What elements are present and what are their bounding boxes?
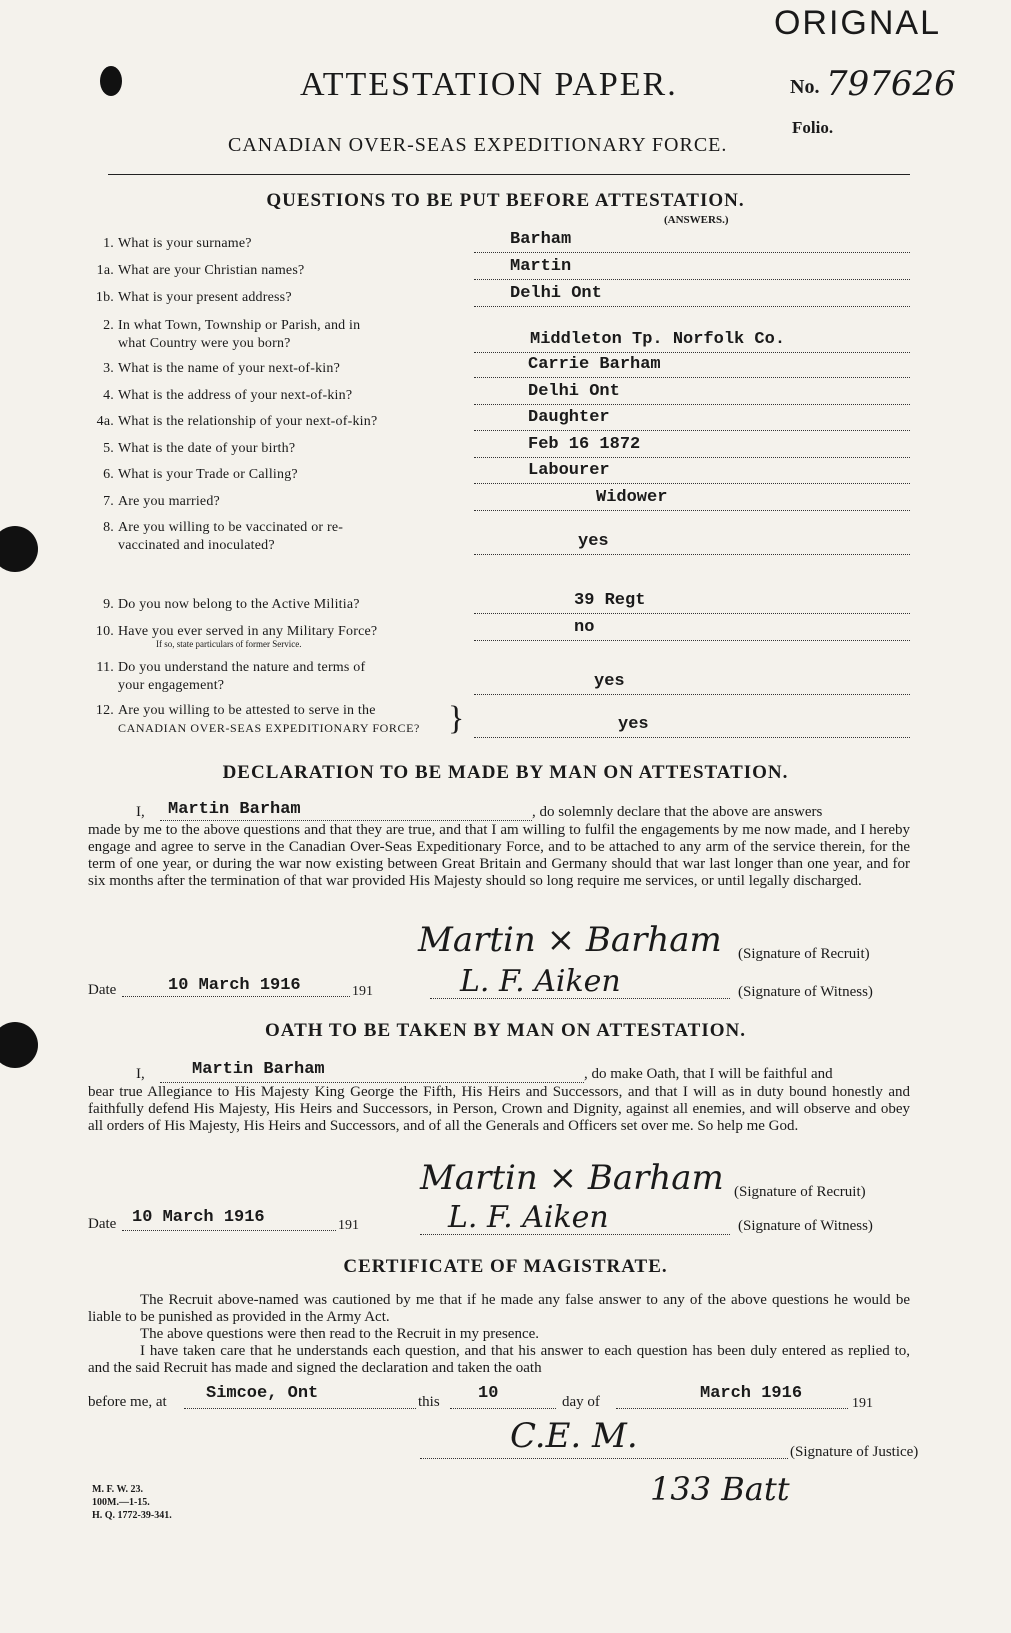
magistrate-year: 191 xyxy=(852,1396,873,1411)
oath-date-label: Date xyxy=(88,1216,117,1232)
question-number: 7. xyxy=(103,494,114,509)
question-number: 3. xyxy=(103,361,114,376)
question-note: If so, state particulars of former Service. xyxy=(156,639,302,649)
question-row xyxy=(88,236,252,252)
question-text: What are your Christian names? xyxy=(118,263,305,278)
question-text: What is the relationship of your next-of-kin? xyxy=(118,414,378,429)
this-label: this xyxy=(418,1394,440,1410)
declaration-recruit-label: (Signature of Recruit) xyxy=(738,946,870,962)
oath-witness-signature: L. F. Aiken xyxy=(448,1200,609,1235)
question-text-continued: your engagement? xyxy=(118,678,225,693)
question-text: Are you willing to be attested to serve in the xyxy=(118,703,376,718)
answer-value: Labourer xyxy=(528,461,610,480)
oath-date-line xyxy=(122,1230,336,1231)
magistrate-para3: I have taken care that he understands each question, and that his answer to each question has been duly entered as replied to, and the said Recruit has made and signed the declaration and taken the oath xyxy=(88,1343,910,1376)
ink-spot xyxy=(100,66,122,96)
month-line xyxy=(616,1408,848,1409)
answers-label: (ANSWERS.) xyxy=(664,214,729,226)
justice-label: (Signature of Justice) xyxy=(790,1444,919,1460)
answer-value: yes xyxy=(618,715,649,734)
declaration-witness-signature: L. F. Aiken xyxy=(460,964,621,999)
answer-line xyxy=(474,457,910,458)
question-text-continued: CANADIAN OVER-SEAS EXPEDITIONARY FORCE? xyxy=(118,721,420,735)
question-row xyxy=(88,290,292,306)
declaration-body: made by me to the above questions and that they are true, and that I am willing to fulfil the engagements by me now made, and I hereby engage and agree to serve in the Canadian Over-Seas Expeditionary Force, and to be attached to any arm of the service therein, for the term of one year, or during the war now existing between Great Britain and Germany should that war last longer than one year, and for six months after the termination of that war provided His Majesty should so long require me services, or until legally discharged. xyxy=(88,822,910,889)
oath-year: 191 xyxy=(338,1218,359,1233)
question-text: What is the date of your birth? xyxy=(118,441,296,456)
answer-value: no xyxy=(574,618,595,637)
answer-line xyxy=(474,694,910,695)
answer-value: Delhi Ont xyxy=(510,284,602,303)
magistrate-title: CERTIFICATE OF MAGISTRATE. xyxy=(343,1256,668,1277)
day-line xyxy=(450,1408,556,1409)
declaration-witness-label: (Signature of Witness) xyxy=(738,984,873,1000)
answer-line xyxy=(474,640,910,641)
question-number: 1. xyxy=(103,236,114,251)
question-row xyxy=(88,414,377,430)
form-code-3: H. Q. 1772-39-341. xyxy=(92,1510,172,1521)
header-rule xyxy=(108,174,910,175)
answer-line xyxy=(474,510,910,511)
answer-line xyxy=(474,613,910,614)
declaration-date-label: Date xyxy=(88,982,117,998)
answer-value: Widower xyxy=(596,488,668,507)
declaration-lead: , do solemnly declare that the above are answers xyxy=(532,804,823,820)
declaration-year: 191 xyxy=(352,984,373,999)
question-number: 12. xyxy=(95,703,114,718)
answer-line xyxy=(474,252,910,253)
form-code-2: 100M.—1-15. xyxy=(92,1497,150,1508)
question-row xyxy=(88,263,304,279)
question-text: In what Town, Township or Parish, and in xyxy=(118,318,361,333)
answer-line xyxy=(474,279,910,280)
question-text: What is your surname? xyxy=(118,236,252,251)
declaration-prefix: I, xyxy=(136,804,145,820)
oath-name-line xyxy=(160,1082,584,1083)
questions-title: QUESTIONS TO BE PUT BEFORE ATTESTATION. xyxy=(266,190,745,211)
answer-line xyxy=(474,737,910,738)
question-number: 2. xyxy=(103,318,114,333)
answer-line xyxy=(474,377,910,378)
question-number: 1b. xyxy=(95,290,114,305)
number-label: No. xyxy=(790,76,820,98)
question-text-continued: vaccinated and inoculated? xyxy=(118,538,275,553)
question-text: Do you understand the nature and terms of xyxy=(118,660,366,675)
declaration-recruit-signature: Martin × Barham xyxy=(418,920,722,960)
question-row xyxy=(88,388,352,404)
question-row xyxy=(88,467,298,483)
answer-value: yes xyxy=(594,672,625,691)
question-text: Are you married? xyxy=(118,494,220,509)
magistrate-para2: The above questions were then read to the Recruit in my presence. xyxy=(140,1326,540,1342)
question-number: 5. xyxy=(103,441,114,456)
oath-name: Martin Barham xyxy=(192,1060,325,1079)
declaration-date-value: 10 March 1916 xyxy=(168,976,301,995)
question-text: What is your Trade or Calling? xyxy=(118,467,298,482)
oath-recruit-signature: Martin × Barham xyxy=(420,1158,724,1198)
justice-line xyxy=(420,1458,788,1459)
magistrate-day: 10 xyxy=(478,1384,499,1403)
question-text: Have you ever served in any Military Force? xyxy=(118,624,378,639)
question-text: Do you now belong to the Active Militia? xyxy=(118,597,360,612)
oath-date-value: 10 March 1916 xyxy=(132,1208,265,1227)
question-number: 8. xyxy=(103,520,114,535)
declaration-date-line xyxy=(122,996,350,997)
place-line xyxy=(184,1408,416,1409)
declaration-title: DECLARATION TO BE MADE BY MAN ON ATTESTATION. xyxy=(222,762,789,783)
day-of-label: day of xyxy=(562,1394,600,1410)
answer-value: Feb 16 1872 xyxy=(528,435,641,454)
answer-line xyxy=(474,554,910,555)
declaration-name-line xyxy=(160,820,532,821)
question-row xyxy=(88,597,360,613)
brace: } xyxy=(448,700,465,737)
question-number: 10. xyxy=(95,624,114,639)
answer-value: yes xyxy=(578,532,609,551)
answer-line xyxy=(474,404,910,405)
declaration-name: Martin Barham xyxy=(168,800,301,819)
declaration-witness-line xyxy=(430,998,730,999)
question-row xyxy=(88,361,340,377)
regimental-number: 797626 xyxy=(826,64,956,104)
question-text: Are you willing to be vaccinated or re- xyxy=(118,520,344,535)
answer-line xyxy=(474,430,910,431)
answer-value: Carrie Barham xyxy=(528,355,661,374)
before-me-label: before me, at xyxy=(88,1394,167,1410)
question-row xyxy=(88,318,360,334)
answer-value: Delhi Ont xyxy=(528,382,620,401)
answer-value: Middleton Tp. Norfolk Co. xyxy=(530,330,786,349)
question-number: 4. xyxy=(103,388,114,403)
question-number: 1a. xyxy=(96,263,114,278)
question-row xyxy=(88,624,377,640)
oath-body: bear true Allegiance to His Majesty King George the Fifth, His Heirs and Successors, and that I will as in duty bound honestly and faithfully defend His Majesty, His Heirs and Successors, in Person, Crown and Dignity, against all enemies, and will observe and obey all orders of His Majesty, His Heirs and Successors, and of all the Generals and Officers set over me. So help me God. xyxy=(88,1084,910,1134)
oath-prefix: I, xyxy=(136,1066,145,1082)
question-text: What is the address of your next-of-kin? xyxy=(118,388,353,403)
page-title: ATTESTATION PAPER. xyxy=(300,66,678,103)
answer-line xyxy=(474,483,910,484)
magistrate-place: Simcoe, Ont xyxy=(206,1384,319,1403)
answer-line xyxy=(474,352,910,353)
answer-value: Barham xyxy=(510,230,572,249)
punch-hole-top xyxy=(0,526,38,572)
oath-recruit-label: (Signature of Recruit) xyxy=(734,1184,866,1200)
oath-witness-label: (Signature of Witness) xyxy=(738,1218,873,1234)
question-text-continued: what Country were you born? xyxy=(118,336,291,351)
question-number: 4a. xyxy=(96,414,114,429)
question-text: What is the name of your next-of-kin? xyxy=(118,361,340,376)
answer-value: 39 Regt xyxy=(574,591,646,610)
question-row xyxy=(88,660,365,676)
question-row xyxy=(88,494,220,510)
justice-signature: C.E. M. xyxy=(510,1416,638,1456)
subtitle: CANADIAN OVER-SEAS EXPEDITIONARY FORCE. xyxy=(228,134,728,156)
answer-value: Daughter xyxy=(528,408,610,427)
question-row xyxy=(88,703,376,719)
form-code-1: M. F. W. 23. xyxy=(92,1484,144,1495)
question-number: 9. xyxy=(103,597,114,612)
oath-lead: , do make Oath, that I will be faithful and xyxy=(584,1066,833,1082)
question-row xyxy=(88,520,343,536)
magistrate-para1: The Recruit above-named was cautioned by me that if he made any false answer to any of the above questions he would be liable to be punished as provided in the Army Act. xyxy=(88,1292,910,1325)
answer-value: Martin xyxy=(510,257,572,276)
answer-line xyxy=(474,306,910,307)
oath-witness-line xyxy=(420,1234,730,1235)
question-number: 11. xyxy=(96,660,114,675)
question-number: 6. xyxy=(103,467,114,482)
original-stamp: ORIGNAL xyxy=(773,4,941,42)
question-row xyxy=(88,441,295,457)
question-text: What is your present address? xyxy=(118,290,292,305)
folio-label: Folio. xyxy=(792,118,834,137)
magistrate-month: March 1916 xyxy=(700,1384,803,1403)
battalion-note: 133 Batt xyxy=(650,1470,790,1508)
oath-title: OATH TO BE TAKEN BY MAN ON ATTESTATION. xyxy=(264,1020,747,1041)
